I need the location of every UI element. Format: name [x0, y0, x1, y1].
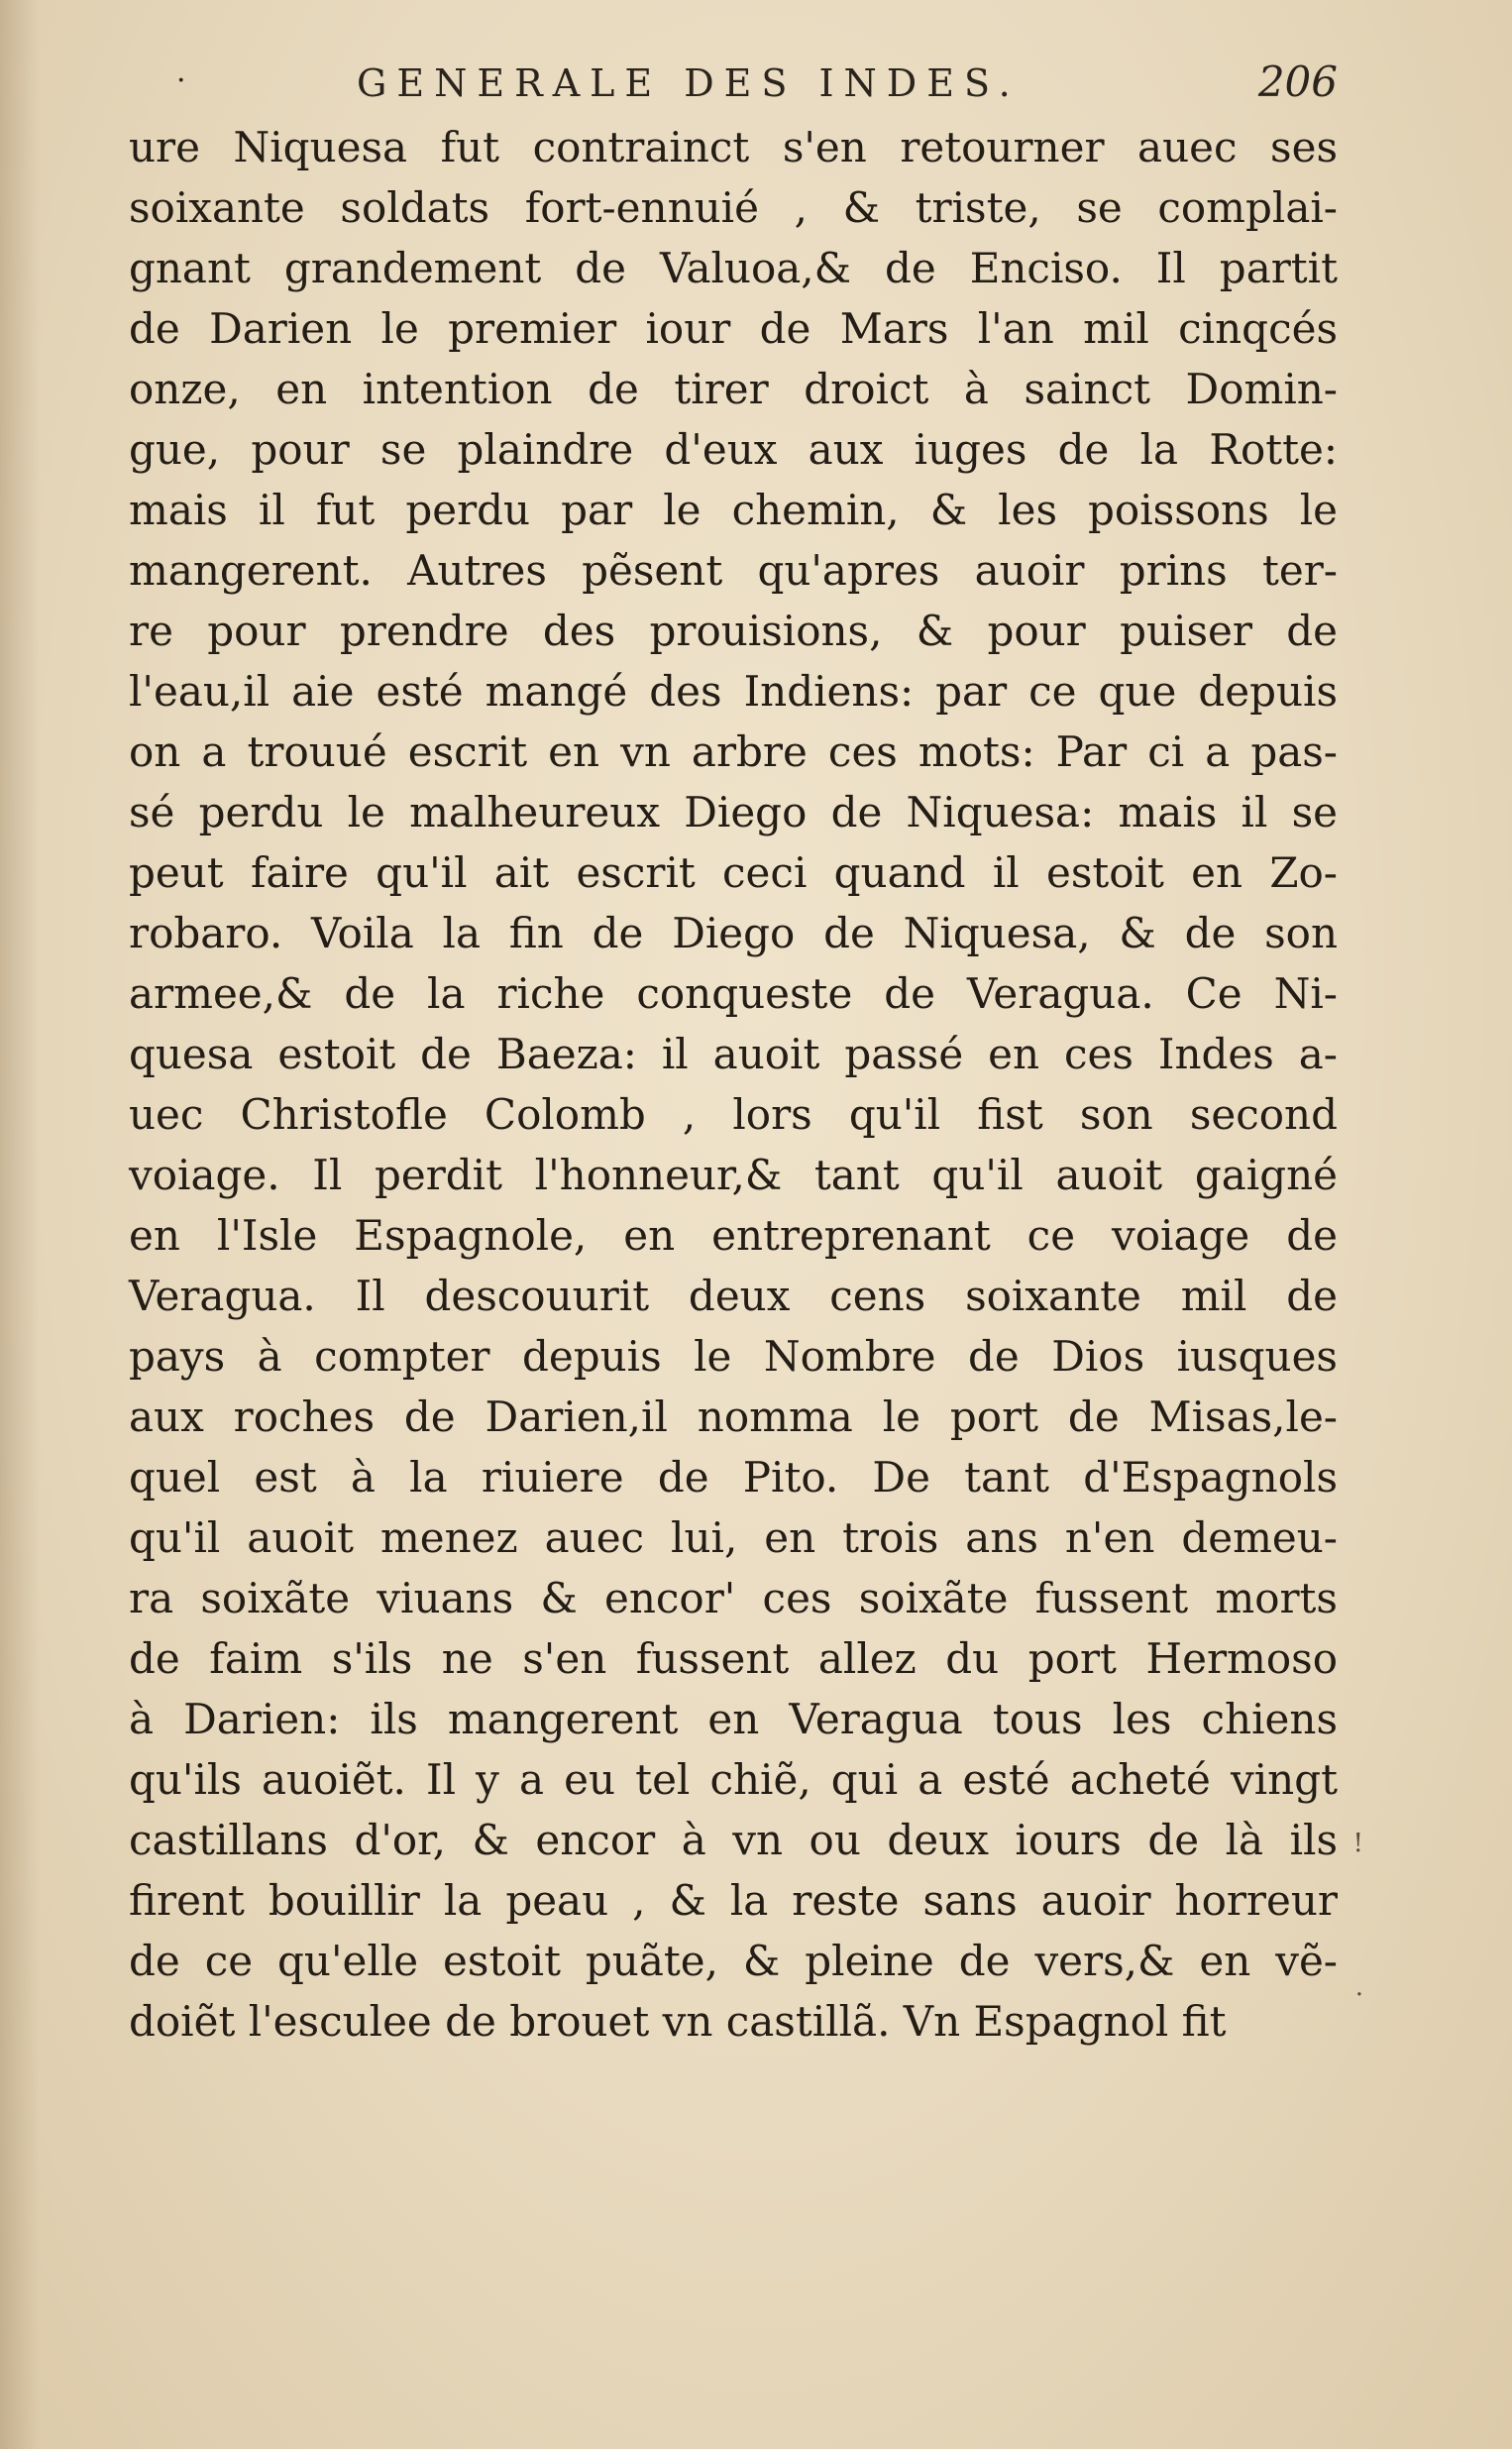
page-header — [129, 57, 1338, 117]
margin-mark: ! — [1352, 1829, 1363, 1858]
text-line: de ce qu'elle estoit puãte, & pleine de vers,& en vẽ- — [129, 1937, 1338, 1985]
text-line: mais il fut perdu par le chemin, & les poissons le — [129, 486, 1338, 534]
text-line: doiẽt l'esculee de brouet vn castillã. Vn Espagnol fit — [129, 1997, 1227, 2046]
text-line: armee,& de la riche conqueste de Veragua. Ce Ni- — [129, 969, 1338, 1018]
page-edge-shadow — [0, 0, 40, 2449]
text-line: en l'Isle Espagnole, en entreprenant ce voiage de — [129, 1211, 1338, 1260]
text-line: gue, pour se plaindre d'eux aux iuges de la Rotte: — [129, 425, 1338, 474]
text-line: Veragua. Il descouurit deux cens soixante mil de — [129, 1272, 1338, 1320]
text-line: castillans d'or, & encor à vn ou deux iours de là ils — [129, 1816, 1338, 1864]
running-title: GENERALE DES INDES. — [357, 61, 1021, 105]
text-line: de Darien le premier iour de Mars l'an mil cinqcés — [129, 304, 1338, 353]
text-line: gnant grandement de Valuoa,& de Enciso. Il partit — [129, 244, 1338, 292]
text-line: uec Christofle Colomb , lors qu'il fist son second — [129, 1090, 1338, 1139]
text-line: pays à compter depuis le Nombre de Dios iusques — [129, 1332, 1338, 1381]
text-line: re pour prendre des prouisions, & pour puiser de — [129, 607, 1338, 655]
text-line: à Darien: ils mangerent en Veragua tous les chiens — [129, 1695, 1338, 1743]
text-line: on a trouué escrit en vn arbre ces mots: Par ci a pas- — [129, 727, 1338, 776]
text-line: mangerent. Autres pẽsent qu'apres auoir prins ter- — [129, 546, 1338, 595]
text-line: quesa estoit de Baeza: il auoit passé en ces Indes a- — [129, 1030, 1338, 1078]
text-line: sé perdu le malheureux Diego de Niquesa: mais il se — [129, 788, 1338, 836]
text-line: firent bouillir la peau , & la reste sans auoir horreur — [129, 1876, 1338, 1925]
header-dot: · — [176, 63, 186, 98]
body-text — [129, 117, 1338, 2052]
margin-mark: . — [1354, 1972, 1363, 2002]
text-line: qu'ils auoiẽt. Il y a eu tel chiẽ, qui a esté acheté vingt — [129, 1755, 1338, 1804]
text-line: peut faire qu'il ait escrit ceci quand il estoit en Zo- — [129, 848, 1338, 897]
text-line: onze, en intention de tirer droict à sainct Domin- — [129, 365, 1338, 413]
text-line: qu'il auoit menez auec lui, en trois ans n'en demeu- — [129, 1513, 1338, 1562]
text-line: l'eau,il aie esté mangé des Indiens: par ce que depuis — [129, 667, 1338, 716]
text-line: robaro. Voila la fin de Diego de Niquesa, & de son — [129, 909, 1338, 957]
text-line: voiage. Il perdit l'honneur,& tant qu'il auoit gaigné — [129, 1151, 1338, 1199]
page-number: 206 — [1257, 57, 1338, 106]
text-line: ra soixãte viuans & encor' ces soixãte fussent morts — [129, 1574, 1338, 1622]
text-line: ure Niquesa fut contrainct s'en retourner auec ses — [129, 123, 1338, 171]
text-line: quel est à la riuiere de Pito. De tant d'Espagnols — [129, 1453, 1338, 1502]
text-line: de faim s'ils ne s'en fussent allez du port Hermoso — [129, 1634, 1338, 1683]
text-line: soixante soldats fort-ennuié , & triste, se complai- — [129, 183, 1338, 232]
text-line: aux roches de Darien,il nomma le port de Misas,le- — [129, 1392, 1338, 1441]
